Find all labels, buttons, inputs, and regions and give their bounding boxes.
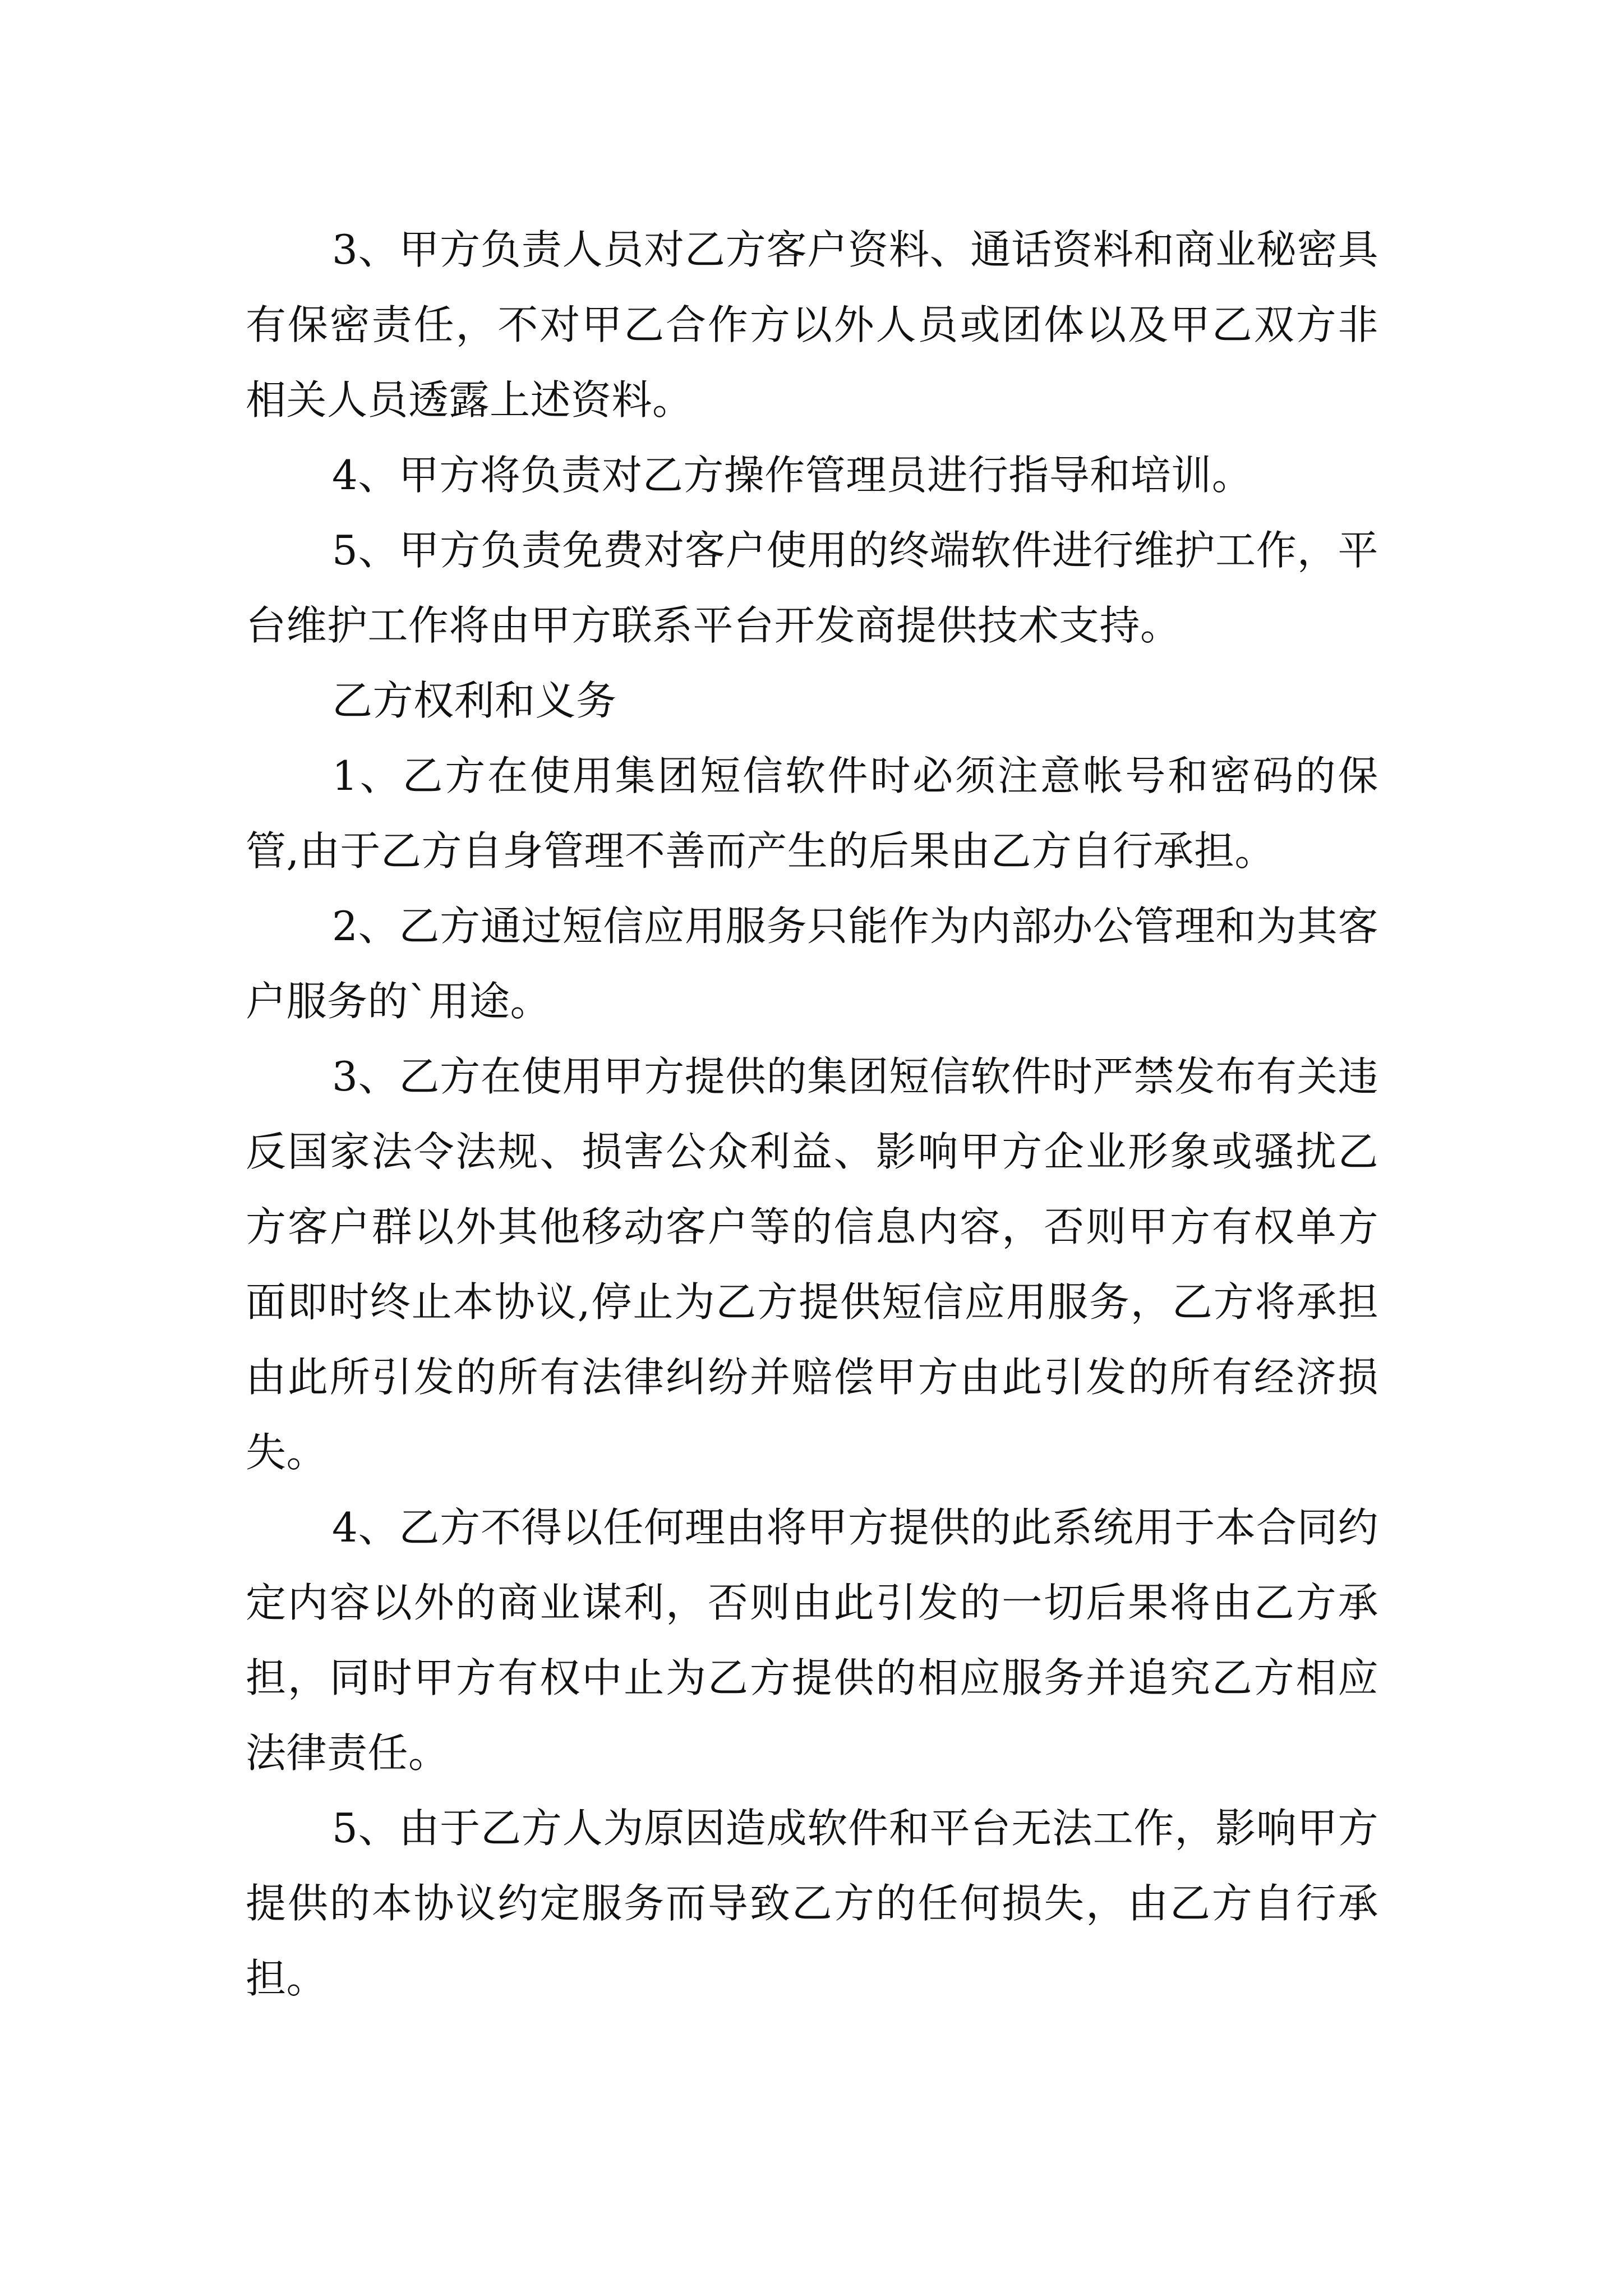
document-body (246, 212, 1378, 2016)
paragraph-party-a-clause-3: 3、甲方负责人员对乙方客户资料、通话资料和商业秘密具有保密责任，不对甲乙合作方以外人员或团体以及甲乙双方非相关人员透露上述资料。 (246, 226, 1378, 424)
paragraph-party-b-clause-3: 3、乙方在使用甲方提供的集团短信软件时严禁发布有关违反国家法令法规、损害公众利益、影响甲方企业形象或骚扰乙方客户群以外其他移动客户等的信息内容，否则甲方有权单方面即时终止本协议,停止为乙方提供短信应用服务，乙方将承担由此所引发的所有法律纠纷并赔偿甲方由此引发的所有经济损失。 (246, 1053, 1378, 1476)
paragraph-party-a-clause-4: 4、甲方将负责对乙方操作管理员进行指导和培训。 (332, 452, 1253, 499)
section-heading-party-b-rights: 乙方权利和义务 (332, 677, 617, 724)
paragraph-party-b-clause-5: 5、由于乙方人为原因造成软件和平台无法工作，影响甲方提供的本协议约定服务而导致乙方的任何损失，由乙方自行承担。 (246, 1805, 1378, 2002)
paragraph-party-b-clause-2: 2、乙方通过短信应用服务只能作为内部办公管理和为其客户服务的`用途。 (246, 903, 1378, 1025)
paragraph-party-b-clause-1: 1、乙方在使用集团短信软件时必须注意帐号和密码的保管,由于乙方自身管理不善而产生的后果由乙方自行承担。 (246, 752, 1378, 875)
paragraph-party-a-clause-5: 5、甲方负责免费对客户使用的终端软件进行维护工作，平台维护工作将由甲方联系平台开发商提供技术支持。 (246, 527, 1378, 649)
paragraph-party-b-clause-4: 4、乙方不得以任何理由将甲方提供的此系统用于本合同约定内容以外的商业谋利，否则由此引发的一切后果将由乙方承担，同时甲方有权中止为乙方提供的相应服务并追究乙方相应法律责任。 (246, 1504, 1378, 1777)
